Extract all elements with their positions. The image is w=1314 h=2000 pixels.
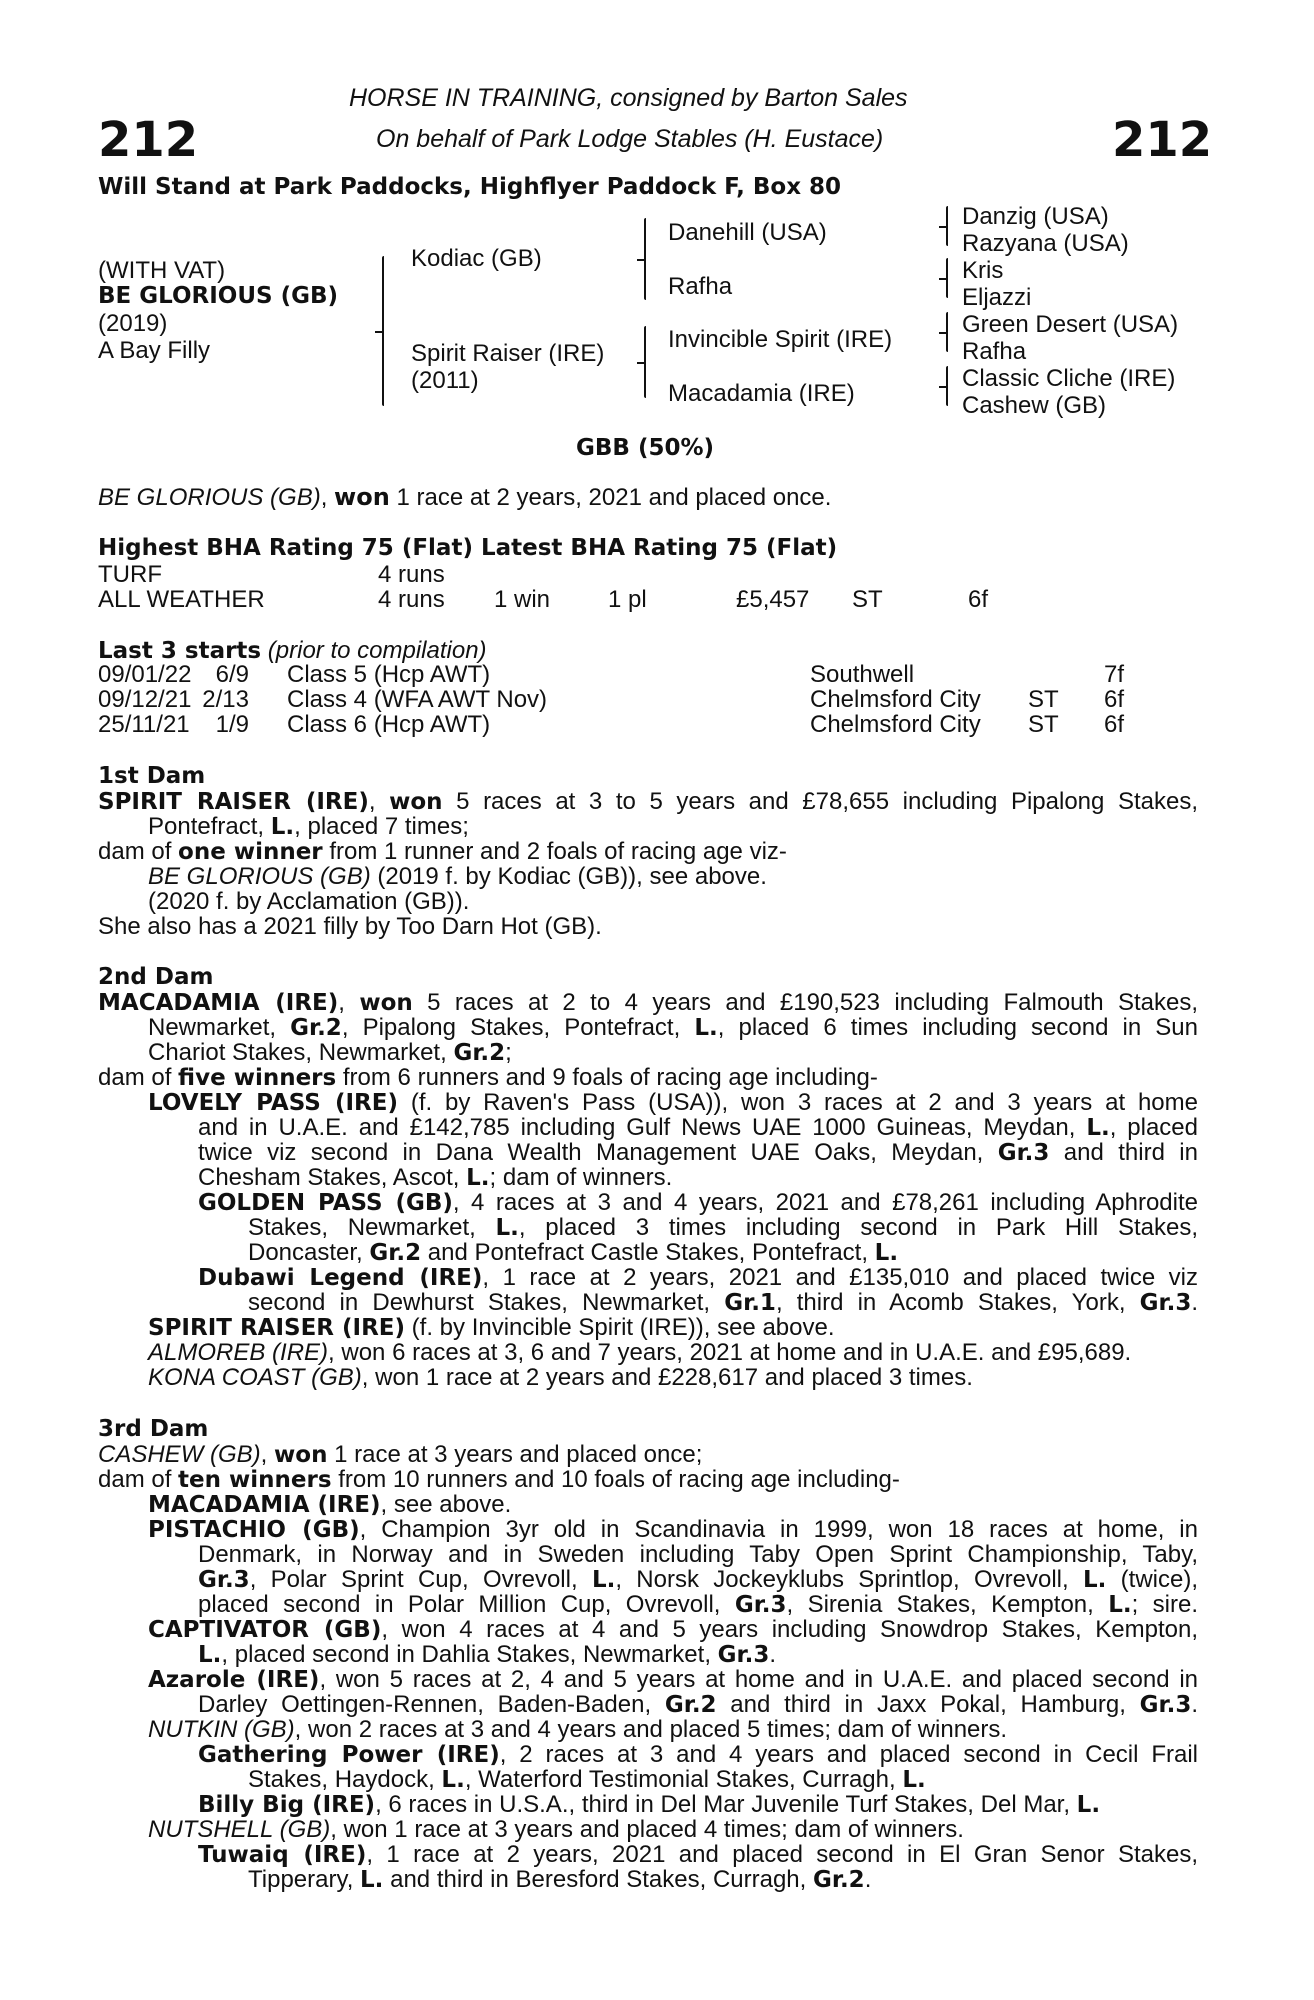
third-dam-text: , placed second in Dahlia Stakes, Newmarket, <box>221 1641 718 1668</box>
vat-label: (WITH VAT) <box>98 257 226 284</box>
third-dam-text: ; sire. <box>1131 1591 1198 1618</box>
pedigree-dds: Classic Cliche (IRE) <box>962 365 1176 392</box>
third-dam-text: . <box>769 1641 777 1668</box>
first-dam-name: SPIRIT RAISER (IRE) <box>98 789 369 815</box>
summary-horse-name: BE GLORIOUS (GB) <box>98 484 321 511</box>
second-dam-text: Gr.2 <box>290 1015 342 1041</box>
second-dam-text: and third in <box>1049 1139 1198 1166</box>
second-dam-text: L. <box>874 1240 899 1266</box>
start-course: Chelmsford City <box>810 711 981 738</box>
third-dam-line <box>198 1742 1198 1768</box>
third-dam-text: Darley Oettingen-Rennen, Baden-Baden, <box>198 1691 665 1718</box>
second-dam-line <box>98 990 1198 1016</box>
third-dam-line <box>198 1567 1198 1593</box>
second-dam-text: five winners <box>178 1065 337 1091</box>
start-dist: 6f <box>1104 711 1125 738</box>
brace-dd <box>946 366 948 406</box>
third-dam-text: , 1 race at 2 years, 2021 and placed second in El Gran Senor Stakes, <box>366 1841 1198 1868</box>
third-dam-text: 1 race at 3 years and placed once; <box>327 1441 703 1468</box>
third-dam-text: , Waterford Testimonial Stakes, Curragh, <box>464 1766 903 1793</box>
pedigree-ds: Invincible Spirit (IRE) <box>668 326 893 353</box>
third-dam-text: Gr.3 <box>734 1592 787 1618</box>
second-dam-text: Gr.3 <box>997 1140 1050 1166</box>
third-dam-text: CAPTIVATOR (GB) <box>148 1617 382 1643</box>
third-dam-line <box>148 1492 511 1518</box>
start-pos: 2/13 <box>202 686 249 713</box>
horse-name: BE GLORIOUS (GB) <box>98 283 339 309</box>
aw-wins: 1 win <box>494 586 551 613</box>
second-dam-text: Stakes, Newmarket, <box>248 1214 496 1241</box>
third-dam-text: Billy Big (IRE) <box>198 1792 376 1818</box>
second-dam-line <box>148 1040 512 1066</box>
second-dam-text: Doncaster, <box>248 1239 370 1266</box>
second-dam-line <box>198 1140 1198 1166</box>
third-dam-text: dam of <box>98 1466 179 1493</box>
turf-label: TURF <box>98 561 162 588</box>
third-dam-text: Stakes, Haydock, <box>248 1766 442 1793</box>
third-dam-text: MACADAMIA (IRE) <box>148 1492 381 1518</box>
first-dam-line-5: (2020 f. by Acclamation (GB)). <box>148 888 470 915</box>
third-dam-line <box>148 1517 1198 1543</box>
second-dam-text: . <box>1191 1289 1199 1316</box>
first-dam-sep: , <box>368 788 390 815</box>
second-dam-text: , 1 race at 2 years, 2021 and £135,010 and placed twice viz <box>482 1264 1198 1291</box>
third-dam-text: ten winners <box>178 1467 332 1493</box>
third-dam-text: L. <box>441 1767 465 1793</box>
first-dam-won: won <box>389 789 443 815</box>
second-dam-text: , third in Acomb Stakes, York, <box>775 1289 1140 1316</box>
third-dam-text: Tipperary, <box>248 1866 361 1893</box>
second-dam-text: (f. by Invincible Spirit (IRE)), see above. <box>405 1314 835 1341</box>
pedigree-sds: Kris <box>962 257 1004 284</box>
third-dam-line <box>248 1867 871 1893</box>
second-dam-text: GOLDEN PASS (GB) <box>198 1190 453 1216</box>
third-dam-text: Gr.3 <box>198 1567 250 1593</box>
second-dam-text: ; <box>505 1039 512 1066</box>
third-dam-text: Gr.3 <box>717 1642 770 1668</box>
third-dam-text: (twice), <box>1106 1566 1199 1593</box>
second-dam-text: , Pipalong Stakes, Pontefract, <box>341 1014 695 1041</box>
third-dam-text: Gathering Power (IRE) <box>198 1742 500 1768</box>
third-dam-text: , 2 races at 3 and 4 years and placed second in Cecil Frail <box>499 1741 1199 1768</box>
first-dam-placed: , placed 7 times; <box>294 813 469 840</box>
third-dam-text: placed second in Polar Million Cup, Ovrevoll, <box>198 1591 735 1618</box>
third-dam-text: L. <box>1076 1792 1101 1818</box>
first-dam-line-6: She also has a 2021 filly by Too Darn Hot (GB). <box>98 913 602 940</box>
first-dam-damof: dam of <box>98 838 179 865</box>
horse-year: (2019) <box>98 310 168 337</box>
horse-sex: A Bay Filly <box>98 337 211 364</box>
last-starts-note: (prior to compilation) <box>267 637 487 664</box>
third-dam-text: , won 5 races at 2, 4 and 5 years at home and in U.A.E. and placed second in <box>319 1666 1199 1693</box>
summary-won: won <box>334 483 390 511</box>
third-dam-text: and third in Jaxx Pokal, Hamburg, <box>716 1691 1140 1718</box>
second-dam-text: Newmarket, <box>148 1014 291 1041</box>
first-dam-course: Pontefract, <box>148 813 271 840</box>
start-surface: ST <box>1028 686 1059 713</box>
third-dam-text: won <box>274 1442 328 1468</box>
second-dam-text: L. <box>466 1165 490 1191</box>
third-dam-text: PISTACHIO (GB) <box>148 1517 360 1543</box>
second-dam-text: Chariot Stakes, Newmarket, <box>148 1039 454 1066</box>
third-dam-line <box>198 1692 1198 1718</box>
second-dam-line <box>248 1215 1198 1241</box>
second-dam-text: from 6 runners and 9 foals of racing age including- <box>336 1064 878 1091</box>
third-dam-text: . <box>1191 1691 1199 1718</box>
first-dam-winners: one winner <box>178 839 323 865</box>
lot-number-left: 212 <box>98 112 199 168</box>
first-dam-foal-name: BE GLORIOUS (GB) <box>148 863 371 890</box>
second-dam-text: LOVELY PASS (IRE) <box>148 1090 398 1116</box>
aw-label: ALL WEATHER <box>98 586 265 613</box>
start-date: 25/11/21 <box>98 711 190 738</box>
second-dam-text: 5 races at 2 to 4 years and £190,523 including Falmouth Stakes, <box>412 989 1198 1016</box>
third-dam-line <box>98 1467 900 1493</box>
third-dam-heading: 3rd Dam <box>98 1416 209 1442</box>
start-race: Class 5 (Hcp AWT) <box>287 661 491 688</box>
second-dam-text: won <box>359 990 413 1016</box>
second-dam-text: and Pontefract Castle Stakes, Pontefract, <box>421 1239 875 1266</box>
brace-ds <box>946 312 948 352</box>
third-dam-text: Gr.3 <box>1139 1692 1192 1718</box>
second-dam-text: , won 6 races at 3, 6 and 7 years, 2021 at home and in U.A.E. and £95,689. <box>328 1339 1132 1366</box>
start-date: 09/01/22 <box>98 661 192 688</box>
second-dam-line <box>148 1015 1198 1041</box>
third-dam-text: NUTKIN (GB) <box>148 1716 295 1743</box>
third-dam-text: , Sirenia Stakes, Kempton, <box>786 1591 1109 1618</box>
pedigree-dd: Macadamia (IRE) <box>668 380 855 407</box>
start-pos: 6/9 <box>215 661 249 688</box>
third-dam-text: L. <box>360 1867 384 1893</box>
start-course: Southwell <box>810 661 915 688</box>
second-dam-line <box>148 1365 973 1390</box>
brace-sire-parents <box>644 218 646 300</box>
aw-runs: 4 runs <box>378 586 445 613</box>
second-dam-text: L. <box>1086 1115 1110 1141</box>
second-dam-line <box>198 1115 1198 1141</box>
third-dam-text: , see above. <box>380 1491 512 1518</box>
first-dam-line-2 <box>148 814 469 840</box>
third-dam-text: . <box>864 1866 872 1893</box>
third-dam-text: , Champion 3yr old in Scandinavia in 1999, won 18 races at home, in <box>359 1516 1198 1543</box>
second-dam-line <box>98 1065 878 1091</box>
pedigree-sire: Kodiac (GB) <box>411 245 542 272</box>
second-dam-text: KONA COAST (GB) <box>148 1364 362 1391</box>
third-dam-text: L. <box>198 1642 222 1668</box>
third-dam-text: L. <box>591 1567 616 1593</box>
brace-dam-parents <box>644 326 646 398</box>
second-dam-heading: 2nd Dam <box>98 964 214 990</box>
first-dam-line-4 <box>148 864 767 889</box>
brace-sd <box>946 258 948 298</box>
third-dam-text: and third in Beresford Stakes, Curragh, <box>383 1866 813 1893</box>
second-dam-text: twice viz second in Dana Wealth Management UAE Oaks, Meydan, <box>198 1139 998 1166</box>
second-dam-text: and in U.A.E. and £142,785 including Gulf News UAE 1000 Guineas, Meydan, <box>198 1114 1087 1141</box>
third-dam-text: , won 2 races at 3 and 4 years and placed 5 times; dam of winners. <box>294 1716 1008 1743</box>
third-dam-text: Azarole (IRE) <box>148 1667 320 1693</box>
third-dam-line <box>98 1442 702 1468</box>
gbb-percentage: GBB (50%) <box>576 435 715 461</box>
second-dam-line <box>148 1340 1131 1365</box>
second-dam-text: , <box>338 989 360 1016</box>
third-dam-line <box>198 1592 1198 1618</box>
pedigree-sss: Danzig (USA) <box>962 203 1109 230</box>
second-dam-text: , placed <box>1109 1114 1198 1141</box>
stand-location: Will Stand at Park Paddocks, Highflyer Paddock F, Box 80 <box>98 174 842 200</box>
third-dam-line <box>198 1842 1198 1868</box>
second-dam-text: L. <box>495 1215 519 1241</box>
second-dam-text: second in Dewhurst Stakes, Newmarket, <box>248 1289 725 1316</box>
third-dam-text: , Polar Sprint Cup, Ovrevoll, <box>249 1566 592 1593</box>
second-dam-text: , won 1 race at 2 years and £228,617 and placed 3 times. <box>361 1364 973 1391</box>
bha-rating-heading: Highest BHA Rating 75 (Flat) Latest BHA Rating 75 (Flat) <box>98 535 838 561</box>
second-dam-line <box>248 1240 898 1266</box>
third-dam-text: CASHEW (GB) <box>98 1441 261 1468</box>
pedigree-dss: Green Desert (USA) <box>962 311 1179 338</box>
pedigree-dsd: Rafha <box>962 338 1027 365</box>
third-dam-text: , won 4 races at 4 and 5 years including Snowdrop Stakes, Kempton, <box>381 1616 1198 1643</box>
aw-distance: 6f <box>968 586 989 613</box>
second-dam-text: Dubawi Legend (IRE) <box>198 1265 483 1291</box>
first-dam-foal-info: (2019 f. by Kodiac (GB)), see above. <box>370 863 767 890</box>
third-dam-text: , Norsk Jockeyklubs Sprintlop, Ovrevoll, <box>615 1566 1083 1593</box>
race-summary: BE GLORIOUS (GB), won 1 race at 2 years, 2021 and placed once. <box>98 483 832 511</box>
second-dam-line <box>148 1315 835 1341</box>
second-dam-text: ; dam of winners. <box>489 1164 673 1191</box>
second-dam-text: Gr.2 <box>453 1040 506 1066</box>
start-surface: ST <box>1028 711 1059 738</box>
second-dam-text: MACADAMIA (IRE) <box>98 990 339 1016</box>
second-dam-text: Chesham Stakes, Ascot, <box>198 1164 467 1191</box>
third-dam-text: Denmark, in Norway and in Sweden including Taby Open Sprint Championship, Taby, <box>198 1541 1198 1568</box>
third-dam-line <box>148 1617 1198 1643</box>
second-dam-text: Gr.3 <box>1139 1290 1192 1316</box>
second-dam-text: SPIRIT RAISER (IRE) <box>148 1315 406 1341</box>
third-dam-line <box>198 1642 776 1668</box>
third-dam-text: , won 1 race at 3 years and placed 4 times; dam of winners. <box>330 1816 964 1843</box>
third-dam-line <box>248 1767 926 1793</box>
third-dam-text: Gr.2 <box>664 1692 717 1718</box>
third-dam-text: Tuwaiq (IRE) <box>198 1842 367 1868</box>
summary-text: 1 race at 2 years, 2021 and placed once. <box>389 484 832 511</box>
aw-prize-money: £5,457 <box>736 586 810 613</box>
third-dam-text: NUTSHELL (GB) <box>148 1816 331 1843</box>
behalf-line: On behalf of Park Lodge Stables (H. Eustace) <box>376 125 884 153</box>
second-dam-text: Gr.1 <box>724 1290 776 1316</box>
second-dam-text: L. <box>694 1015 718 1041</box>
third-dam-line <box>148 1817 964 1842</box>
second-dam-text: (f. by Raven's Pass (USA)), won 3 races at 2 and 3 years at home <box>398 1089 1198 1116</box>
start-race: Class 4 (WFA AWT Nov) <box>287 686 548 713</box>
pedigree-ss: Danehill (USA) <box>668 219 827 246</box>
second-dam-line <box>148 1090 1198 1116</box>
start-race: Class 6 (Hcp AWT) <box>287 711 491 738</box>
second-dam-line <box>198 1265 1198 1291</box>
third-dam-text: from 10 runners and 10 foals of racing age including- <box>331 1466 900 1493</box>
first-dam-foals: from 1 runner and 2 foals of racing age viz- <box>322 838 787 865</box>
first-dam-grade: L. <box>270 814 295 840</box>
aw-surface: ST <box>852 586 883 613</box>
pedigree-sdd: Eljazzi <box>962 284 1032 311</box>
pedigree-ssd: Razyana (USA) <box>962 230 1129 257</box>
second-dam-line <box>198 1190 1198 1216</box>
second-dam-line <box>198 1165 672 1191</box>
second-dam-text: , placed 3 times including second in Park Hill Stakes, <box>518 1214 1199 1241</box>
third-dam-line <box>148 1717 1007 1742</box>
third-dam-text: , 6 races in U.S.A., third in Del Mar Juvenile Turf Stakes, Del Mar, <box>375 1791 1077 1818</box>
third-dam-text: L. <box>902 1767 926 1793</box>
first-dam-heading: 1st Dam <box>98 763 206 789</box>
second-dam-text: ALMOREB (IRE) <box>148 1339 329 1366</box>
start-course: Chelmsford City <box>810 686 981 713</box>
second-dam-line <box>248 1290 1198 1316</box>
pedigree-dam: Spirit Raiser (IRE) <box>411 340 605 367</box>
third-dam-text: Gr.2 <box>813 1867 865 1893</box>
second-dam-text: , 4 races at 3 and 4 years, 2021 and £78,261 including Aphrodite <box>452 1189 1198 1216</box>
turf-runs: 4 runs <box>378 561 445 588</box>
start-dist: 7f <box>1104 661 1125 688</box>
consignor-line: HORSE IN TRAINING, consigned by Barton Sales <box>349 84 908 112</box>
brace-ss <box>946 206 948 246</box>
lot-number-right: 212 <box>1112 112 1213 168</box>
pedigree-ddd: Cashew (GB) <box>962 392 1107 419</box>
last-starts-title: Last 3 starts <box>98 638 262 664</box>
first-dam-record: 5 races at 3 to 5 years and £78,655 including Pipalong Stakes, <box>442 788 1198 815</box>
third-dam-line <box>198 1792 1100 1818</box>
third-dam-line <box>148 1667 1198 1693</box>
second-dam-text: , placed 6 times including second in Sun <box>717 1014 1198 1041</box>
first-dam-line-3 <box>98 839 787 865</box>
third-dam-text: , <box>260 1441 275 1468</box>
start-date: 09/12/21 <box>98 686 192 713</box>
second-dam-text: dam of <box>98 1064 179 1091</box>
third-dam-line <box>198 1542 1198 1567</box>
start-pos: 1/9 <box>215 711 249 738</box>
first-dam-line-1 <box>98 789 1198 815</box>
aw-placed: 1 pl <box>608 586 647 613</box>
pedigree-dam-year: (2011) <box>411 367 479 394</box>
brace-sire-dam <box>382 256 384 406</box>
pedigree-sd: Rafha <box>668 273 733 300</box>
start-dist: 6f <box>1104 686 1125 713</box>
third-dam-text: L. <box>1082 1567 1107 1593</box>
third-dam-text: L. <box>1108 1592 1132 1618</box>
second-dam-text: Gr.2 <box>369 1240 422 1266</box>
